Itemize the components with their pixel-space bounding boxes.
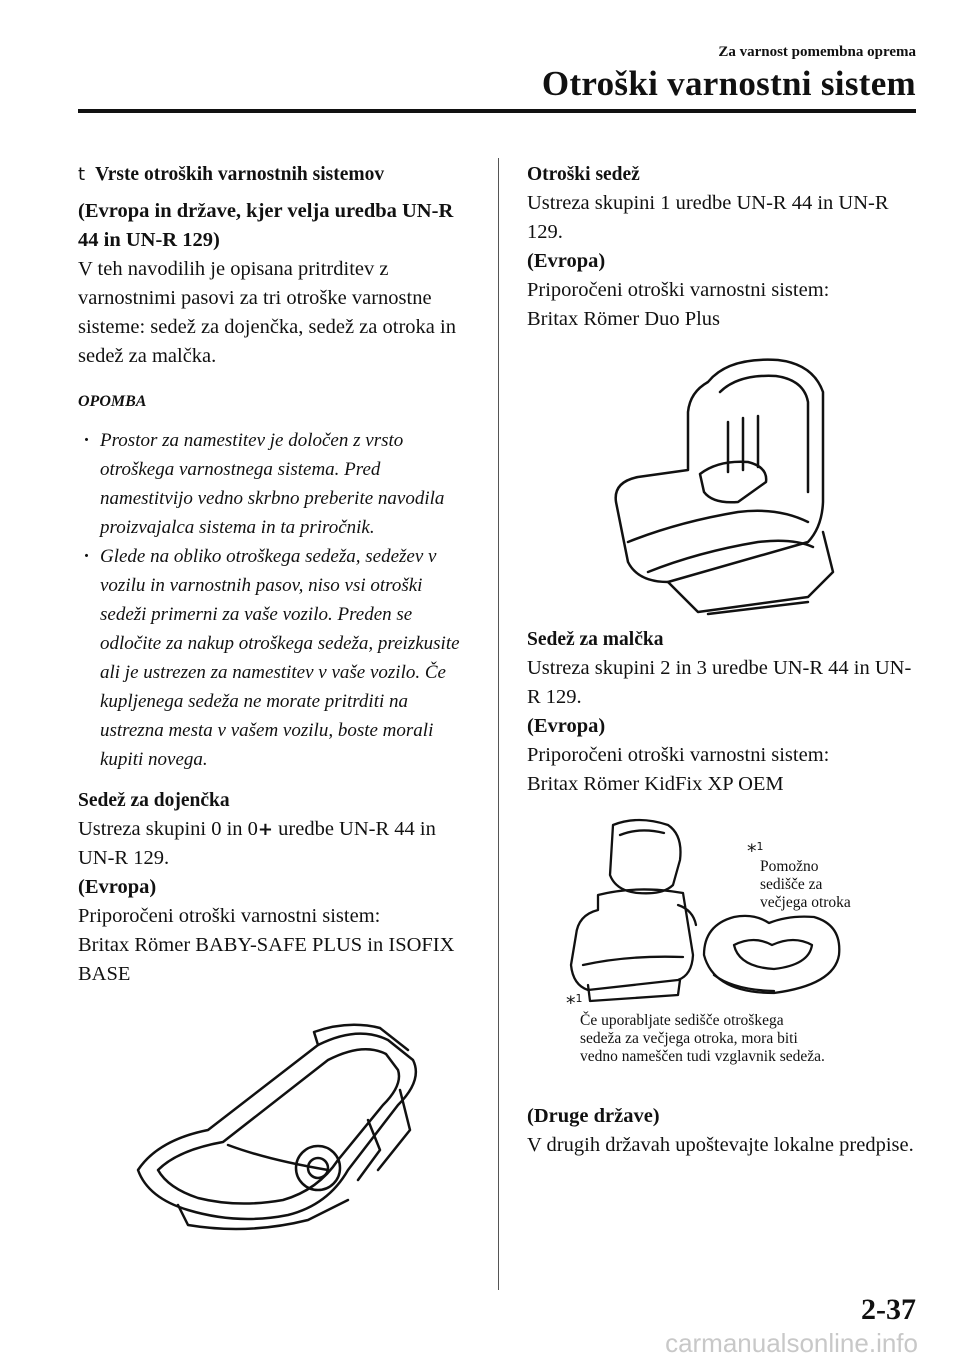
- footnote-marker: *$^1$: [747, 840, 764, 863]
- infant-carrier-illustration: [118, 1020, 438, 1235]
- headrest-footnote: Če uporabljate sedišče otroškega sedeža za večjega otroka, mora biti vedno nameščen tudi vzglavnik sedeža.: [580, 1012, 825, 1065]
- infant-recommend-label: Priporočeni otroški varnostni sistem:: [78, 905, 381, 927]
- child-recommend-label: Priporočeni otroški varnostni sistem:: [527, 279, 830, 301]
- infant-seat-title: Sedež za dojenčka: [78, 790, 230, 811]
- junior-seat-title: Sedež za malčka: [527, 629, 664, 650]
- junior-seat-text: Ustreza skupini 2 in 3 uredbe UN-R 44 in UN-R 129.: [527, 657, 912, 708]
- footnote-marker: *$^1$: [566, 992, 583, 1015]
- intro-text: V teh navodilih je opisana pritrditev z varnostnimi pasovi za tri otroške varnostne sisteme: sedež za dojenčka, sedež za otroka in sedež za malčka.: [78, 258, 456, 367]
- page-number: 2-37: [861, 1293, 916, 1326]
- plus-icon: +: [257, 819, 274, 840]
- junior-product: Britax Römer KidFix XP OEM: [527, 773, 784, 795]
- junior-region: (Evropa): [527, 715, 606, 737]
- junior-recommend-label: Priporočeni otroški varnostni sistem:: [527, 744, 830, 766]
- infant-product: Britax Römer BABY-SAFE PLUS in ISOFIX BASE: [78, 934, 455, 985]
- other-countries-title: (Druge države): [527, 1105, 660, 1127]
- note-item: · Glede na obliko otroškega sedeža, sedežev v vozilu in varnostnih pasov, niso vsi otroški sedeži primerni za vaše vozilo. Preden se odločite za nakup otroškega sedeža, preizkusite ali je ustrezen za namestitev v vaše vozilo. Če kupljenega sedeža ne morate pritrditi na ustrezna mesta v vašem vozilu, boste morali kupiti novega.: [78, 542, 473, 774]
- note-heading: OPOMBA: [78, 393, 147, 410]
- right-column-top: [527, 160, 922, 334]
- booster-cushion-illustration: [694, 905, 849, 1000]
- infant-seat-text: Ustreza skupini 0 in 0+ uredbe UN-R 44 in UN-R 129.: [78, 818, 436, 869]
- column-divider: [498, 158, 499, 1290]
- child-seat-text: Ustreza skupini 1 uredbe UN-R 44 in UN-R 129.: [527, 192, 889, 243]
- watermark: carmanualsonline.info: [665, 1328, 918, 1358]
- header-subtitle: Za varnost pomembna oprema: [718, 44, 916, 60]
- left-column: [78, 160, 473, 989]
- right-column-bottom: [527, 1102, 922, 1160]
- page-title: Otroški varnostni sistem: [541, 64, 916, 103]
- note-list: [78, 426, 473, 774]
- booster-seat-illustration: [568, 815, 708, 1005]
- other-countries-text: V drugih državah upoštevajte lokalne predpise.: [527, 1134, 914, 1156]
- infant-region: (Evropa): [78, 876, 157, 898]
- section-marker-icon: t: [78, 164, 86, 185]
- section-title: Vrste otroških varnostnih sistemov: [95, 164, 385, 185]
- child-seat-illustration: [608, 352, 838, 622]
- child-seat-title: Otroški sedež: [527, 164, 640, 185]
- header-rule: [78, 109, 916, 113]
- child-product: Britax Römer Duo Plus: [527, 308, 721, 330]
- right-column-middle: [527, 625, 922, 799]
- note-item: · Prostor za namestitev je določen z vrsto otroškega varnostnega sistema. Pred namestitvijo vedno skrbno preberite navodila proizvajalca sistema in ta priročnik.: [78, 426, 473, 542]
- region-heading: (Evropa in države, kjer velja uredba UN-R 44 in UN-R 129): [78, 200, 454, 251]
- child-region: (Evropa): [527, 250, 606, 272]
- booster-cushion-callout: Pomožno sedišče za večjega otroka: [760, 858, 851, 911]
